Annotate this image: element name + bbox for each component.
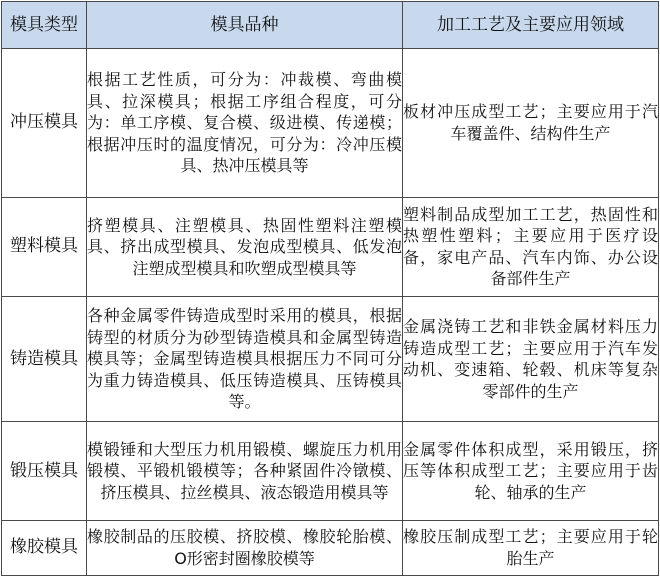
mold-type-cell: 冲压模具 [2, 49, 87, 198]
mold-variety-cell: 橡胶制品的压胶模、挤胶模、橡胶轮胎模、O形密封圈橡胶模等 [87, 520, 403, 575]
table-row [2, 197, 659, 296]
header-row [2, 2, 659, 49]
table-row [2, 49, 659, 198]
header-process-application: 加工工艺及主要应用领域 [403, 2, 659, 49]
mold-type-cell: 塑料模具 [2, 197, 87, 296]
table-body [2, 49, 659, 576]
mold-variety-cell: 挤塑模具、注塑模具、热固性塑料注塑模具、挤出成型模具、发泡成型模具、低发泡注塑成型模具和吹塑成型模具等 [87, 197, 403, 296]
table-row [2, 520, 659, 575]
mold-variety-cell: 模锻锤和大型压力机用锻模、螺旋压力机用锻模、平锻机锻模等；各种紧固件冷镦模、挤压模具、拉丝模具、液态锻造用模具等 [87, 422, 403, 520]
table-row [2, 296, 659, 421]
process-application-cell: 板材冲压成型工艺；主要应用于汽车覆盖件、结构件生产 [403, 49, 659, 198]
mold-variety-cell: 根据工艺性质，可分为：冲裁模、弯曲模具、拉深模具；根据工序组合程度，可分为：单工序模、复合模、级进模、传递模；根据冲压时的温度情况，可分为：冷冲压模具、热冲压模具等 [87, 49, 403, 198]
mold-type-cell: 橡胶模具 [2, 520, 87, 575]
table-header [2, 2, 659, 49]
process-application-cell: 金属零件体积成型，采用锻压，挤压等体积成型工艺；主要应用于齿轮、轴承的生产 [403, 422, 659, 520]
header-mold-type: 模具类型 [2, 2, 87, 49]
process-application-cell: 橡胶压制成型工艺；主要应用于轮胎生产 [403, 520, 659, 575]
mold-type-cell: 铸造模具 [2, 296, 87, 421]
process-application-cell: 金属浇铸工艺和非铁金属材料压力铸造成型工艺；主要应用于汽车发动机、变速箱、轮毂、机床等复杂零部件的生产 [403, 296, 659, 421]
mold-type-cell: 锻压模具 [2, 422, 87, 520]
mold-types-table [1, 1, 659, 576]
mold-variety-cell: 各种金属零件铸造成型时采用的模具，根据铸型的材质分为砂型铸造模具和金属型铸造模具等；金属型铸造模具根据压力不同可分为重力铸造模具、低压铸造模具、压铸模具等。 [87, 296, 403, 421]
table-row [2, 422, 659, 520]
header-mold-variety: 模具品种 [87, 2, 403, 49]
process-application-cell: 塑料制品成型加工工艺，热固性和热塑性塑料；主要应用于医疗设备，家电产品、汽车内饰、办公设备部件生产 [403, 197, 659, 296]
